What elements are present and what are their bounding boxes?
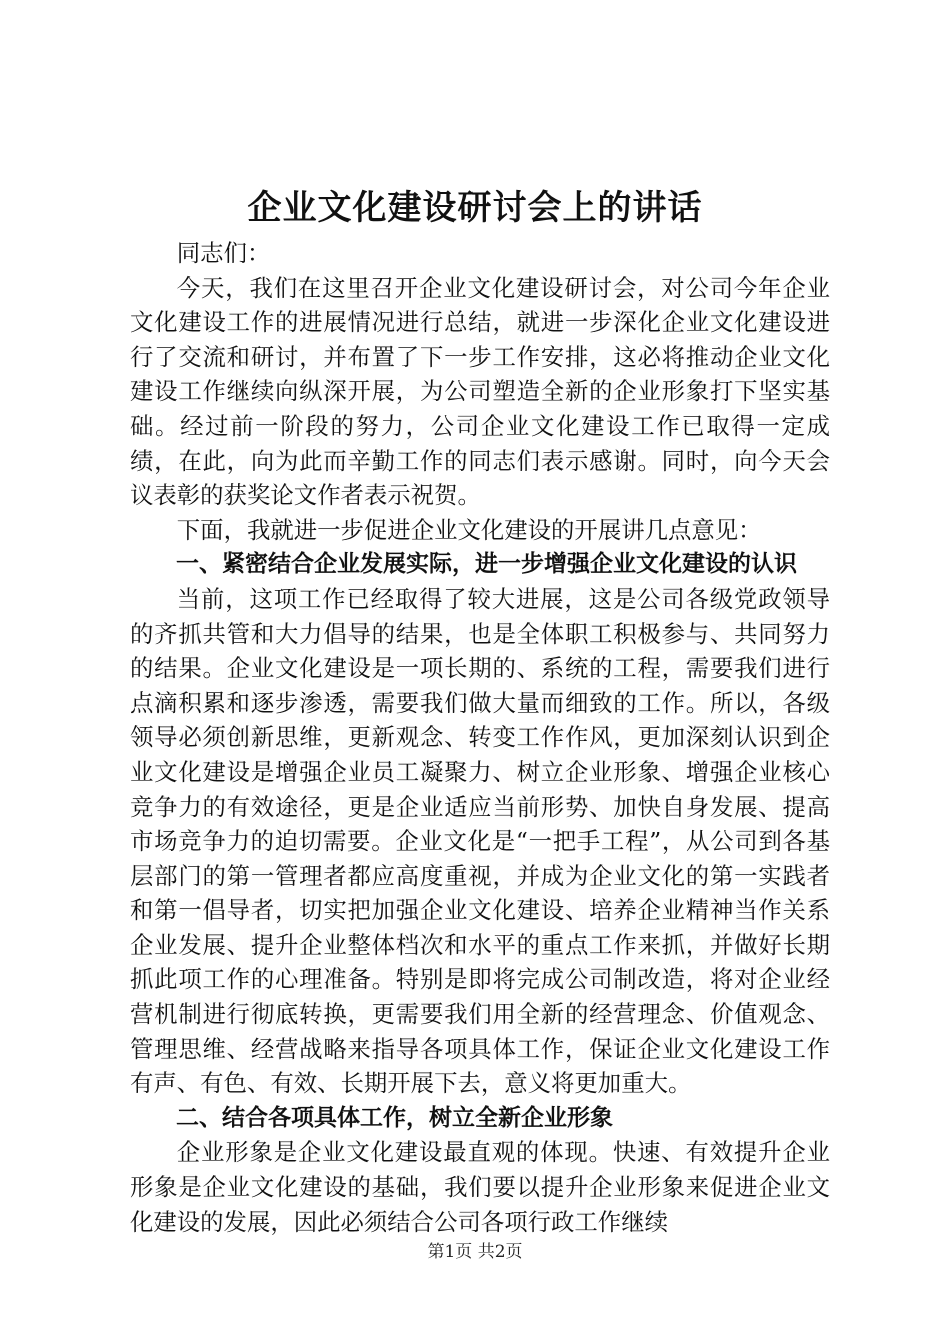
body-paragraph: 今天，我们在这里召开企业文化建设研讨会，对公司今年企业文化建设工作的进展情况进行总结，就进一步深化企业文化建设进行了交流和研讨，并布置了下一步工作安排，这必将推动企业文化建设工作继续向纵深开展，为公司塑造全新的企业形象打下坚实基础。经过前一阶段的努力，公司企业文化建设工作已取得一定成绩，在此，向为此而辛勤工作的同志们表示感谢。同时，向今天会议表彰的获奖论文作者表示祝贺。 — [130, 273, 830, 510]
document-body — [130, 236, 830, 1239]
body-paragraph: 当前，这项工作已经取得了较大进展，这是公司各级党政领导的齐抓共管和大力倡导的结果，也是全体职工积极参与、共同努力的结果。企业文化建设是一项长期的、系统的工程，需要我们进行点滴积累和逐步渗透，需要我们做大量而细致的工作。所以，各级领导必须创新思维，更新观念、转变工作作风，更加深刻认识到企业文化建设是增强企业员工凝聚力、树立企业形象、增强企业核心竞争力的有效途径，更是企业适应当前形势、加快自身发展、提高市场竞争力的迫切需要。企业文化是“一把手工程”，从公司到各基层部门的第一管理者都应高度重视，并成为企业文化的第一实践者和第一倡导者，切实把加强企业文化建设、培养企业精神当作关系企业发展、提升企业整体档次和水平的重点工作来抓，并做好长期抓此项工作的心理准备。特别是即将完成公司制改造，将对企业经营机制进行彻底转换，更需要我们用全新的经营理念、价值观念、管理思维、经营战略来指导各项具体工作，保证企业文化建设工作有声、有色、有效、长期开展下去，意义将更加重大。 — [130, 584, 830, 1098]
body-paragraph: 下面，我就进一步促进企业文化建设的开展讲几点意见： — [176, 515, 762, 544]
salutation-paragraph: 同志们： — [176, 239, 271, 267]
section-heading: 一、紧密结合企业发展实际，进一步增强企业文化建设的认识 — [176, 551, 797, 578]
page-footer: 第1页 共2页 — [427, 1242, 523, 1262]
document-title: 企业文化建设研讨会上的讲话 — [247, 188, 703, 228]
section-heading: 二、结合各项具体工作，树立全新企业形象 — [176, 1104, 613, 1131]
body-paragraph: 企业形象是企业文化建设最直观的体现。快速、有效提升企业形象是企业文化建设的基础，我们要以提升企业形象来促进企业文化建设的发展，因此必须结合公司各项行政工作继续 — [130, 1138, 830, 1236]
